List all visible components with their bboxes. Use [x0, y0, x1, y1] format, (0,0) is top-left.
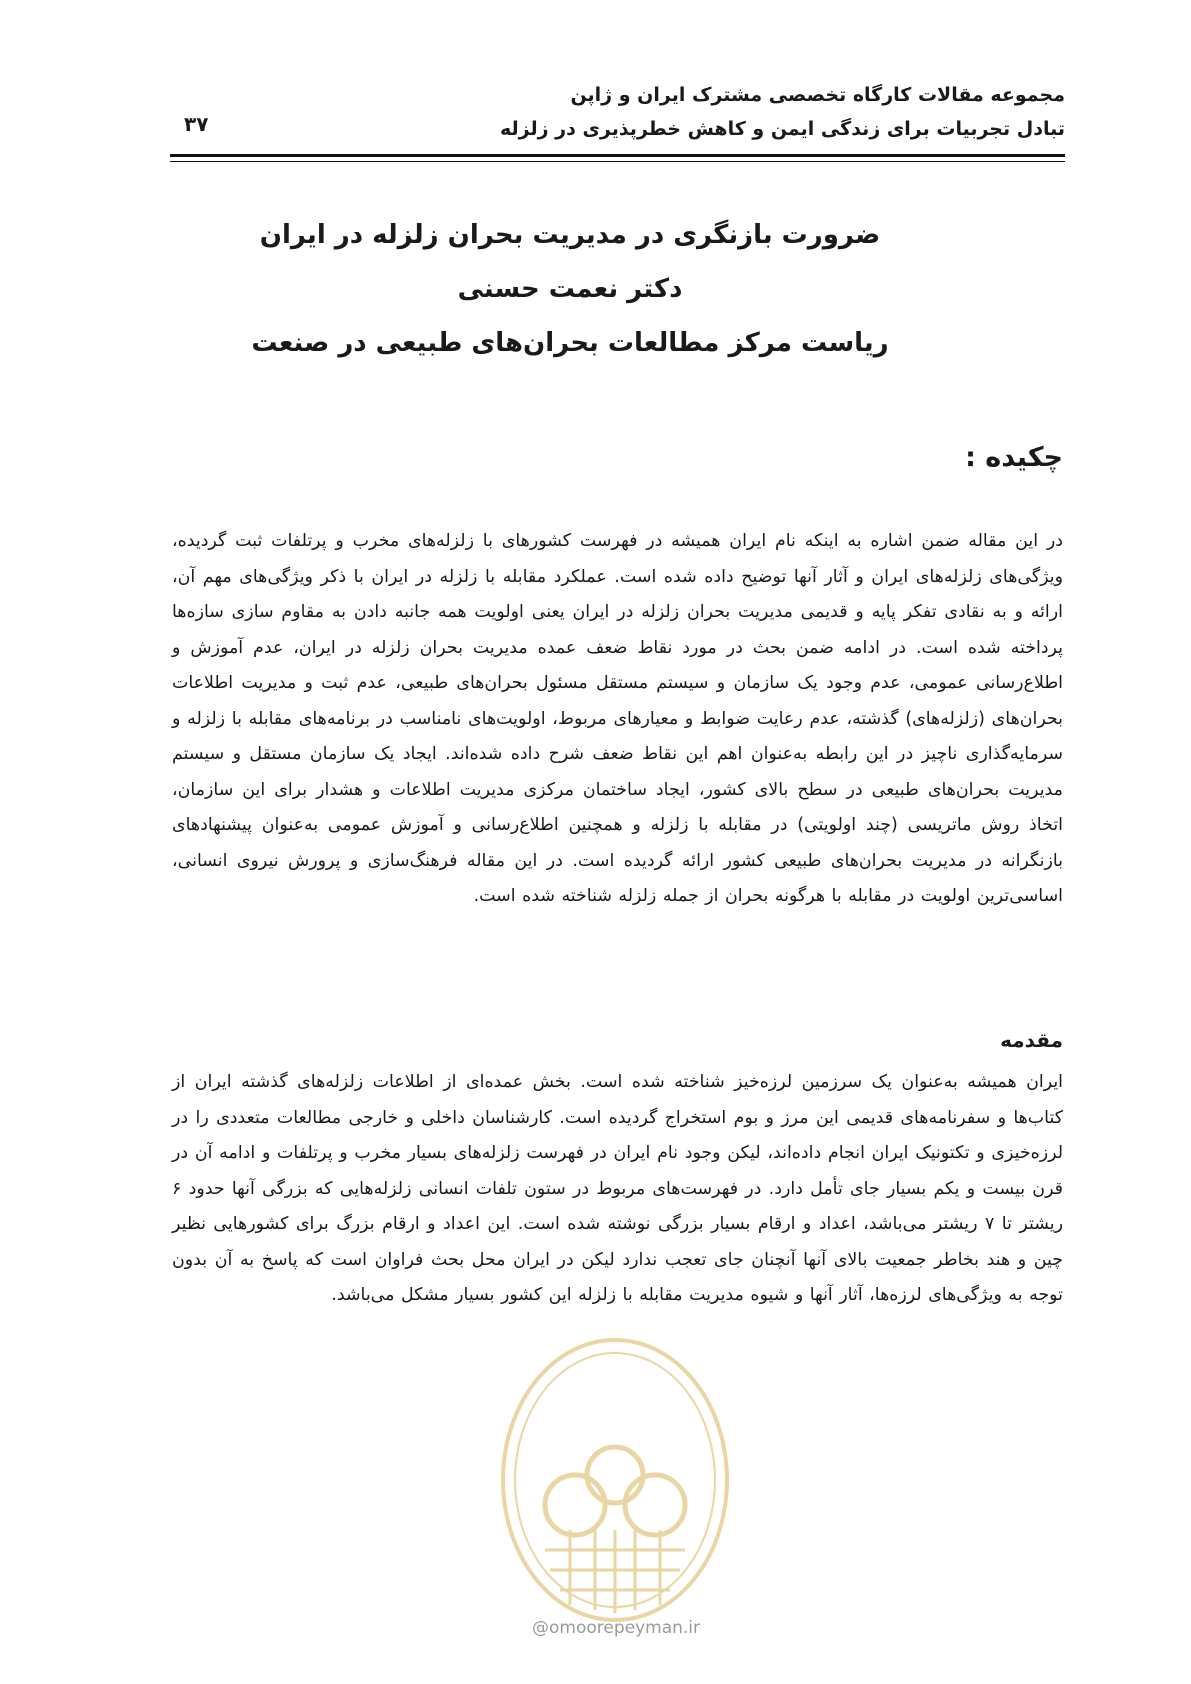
introduction-paragraph: ایران همیشه به‌عنوان یک سرزمین لرزه‌خیز شناخته شده است. بخش عمده‌ای از اطلاعات زلزله‌های گذشته ایران از کتاب‌ها و سفرنامه‌های قدیمی این مرز و بوم استخراج گردیده است. کارشناسان داخلی و خارجی مطالعات متعددی را در لرزه‌خیزی و تکتونیک ایران انجام داده‌اند، لیکن وجود نام ایران در فهرست زلزله‌های بسیار مخرب و پرتلفات و ادامه آن در قرن بیست و یکم بسیار جای تأمل دارد. در فهرست‌های مربوط در ستون تلفات انسانی زلزله‌هایی که بزرگی آنها حدود ۶ ریشتر تا ۷ ریشتر می‌باشد، اعداد و ارقام بسیار بزرگی نوشته شده است. این اعداد و ارقام بزرگ برای کشورهایی نظیر چین و هند بخاطر جمعیت بالای آنها آنچنان جای تعجب ندارد لیکن در ایران محل بحث فراوان است که پاسخ به آن بدون توجه به ویژگی‌های لرزه‌ها، آثار آنها و شیوه مدیریت مقابله با زلزله این کشور بسیار مشکل می‌باشد. — [172, 1072, 1064, 1305]
header-divider — [170, 154, 1065, 157]
watermark-site-url: @omoorepeyman.ir — [531, 1618, 701, 1638]
watermark-seal — [490, 1325, 740, 1630]
article-title-block — [250, 208, 890, 370]
running-header — [170, 78, 1065, 162]
author-affiliation: ریاست مرکز مطالعات بحران‌های طبیعی در صنعت — [251, 328, 889, 358]
header-divider-thin — [170, 161, 1065, 162]
abstract-paragraph: در این مقاله ضمن اشاره به اینکه نام ایران همیشه در فهرست کشورهای با زلزله‌های مخرب و پرتلفات ثبت گردیده، ویژگی‌های زلزله‌های ایران و آثار آنها توضیح داده شده است. عملکرد مقابله با زلزله در ایران با ذکر ویژگی‌های مهم آن، ارائه و به نقادی تفکر پایه و قدیمی مدیریت بحران زلزله در ایران یعنی اولویت همه جانبه دادن به مقاوم سازی سازه‌ها پرداخته شده است. در ادامه ضمن بحث در مورد نقاط ضعف عمده مدیریت بحران زلزله در ایران، عدم آموزش و اطلاع‌رسانی عمومی، عدم وجود یک سازمان و سیستم مستقل مسئول بحران‌های طبیعی، عدم ثبت و مدیریت اطلاعات بحران‌های (زلزله‌های) گذشته، عدم رعایت ضوابط و معیارهای مربوط، اولویت‌های نامناسب در برنامه‌های مقابله با زلزله و سرمایه‌گذاری ناچیز در این رابطه به‌عنوان اهم این نقاط ضعف شرح داده شده‌اند. ایجاد یک سازمان مستقل و سیستم مدیریت بحران‌های طبیعی در سطح بالای کشور، ایجاد ساختمان مرکزی مدیریت اطلاعات و هشدار برای این سازمان، اتخاذ روش ماتریسی (چند اولویتی) در مقابله با زلزله و همچنین اطلاع‌رسانی و آموزش عمومی به‌عنوان پیشنهادهای بازنگرانه در مدیریت بحران‌های طبیعی کشور ارائه گردیده است. در این مقاله فرهنگ‌سازی و پرورش نیروی انسانی، اساسی‌ترین اولویت در مقابله با هرگونه بحران از جمله زلزله شناخته شده است. — [172, 531, 1063, 906]
abstract-heading: چکیده : — [965, 442, 1063, 473]
author-name: دکتر نعمت حسنی — [457, 274, 683, 304]
header-workshop-subtitle: تبادل تجربیات برای زندگی ایمن و کاهش خطرپذیری در زلزله — [500, 118, 1065, 140]
page-number: ۳۷ — [184, 112, 209, 136]
article-title: ضرورت بازنگری در مدیریت بحران زلزله در ایران — [259, 220, 881, 250]
introduction-heading: مقدمه — [1000, 1028, 1063, 1052]
header-proceedings-title: مجموعه مقالات کارگاه تخصصی مشترک ایران و ژاپن — [570, 84, 1065, 106]
